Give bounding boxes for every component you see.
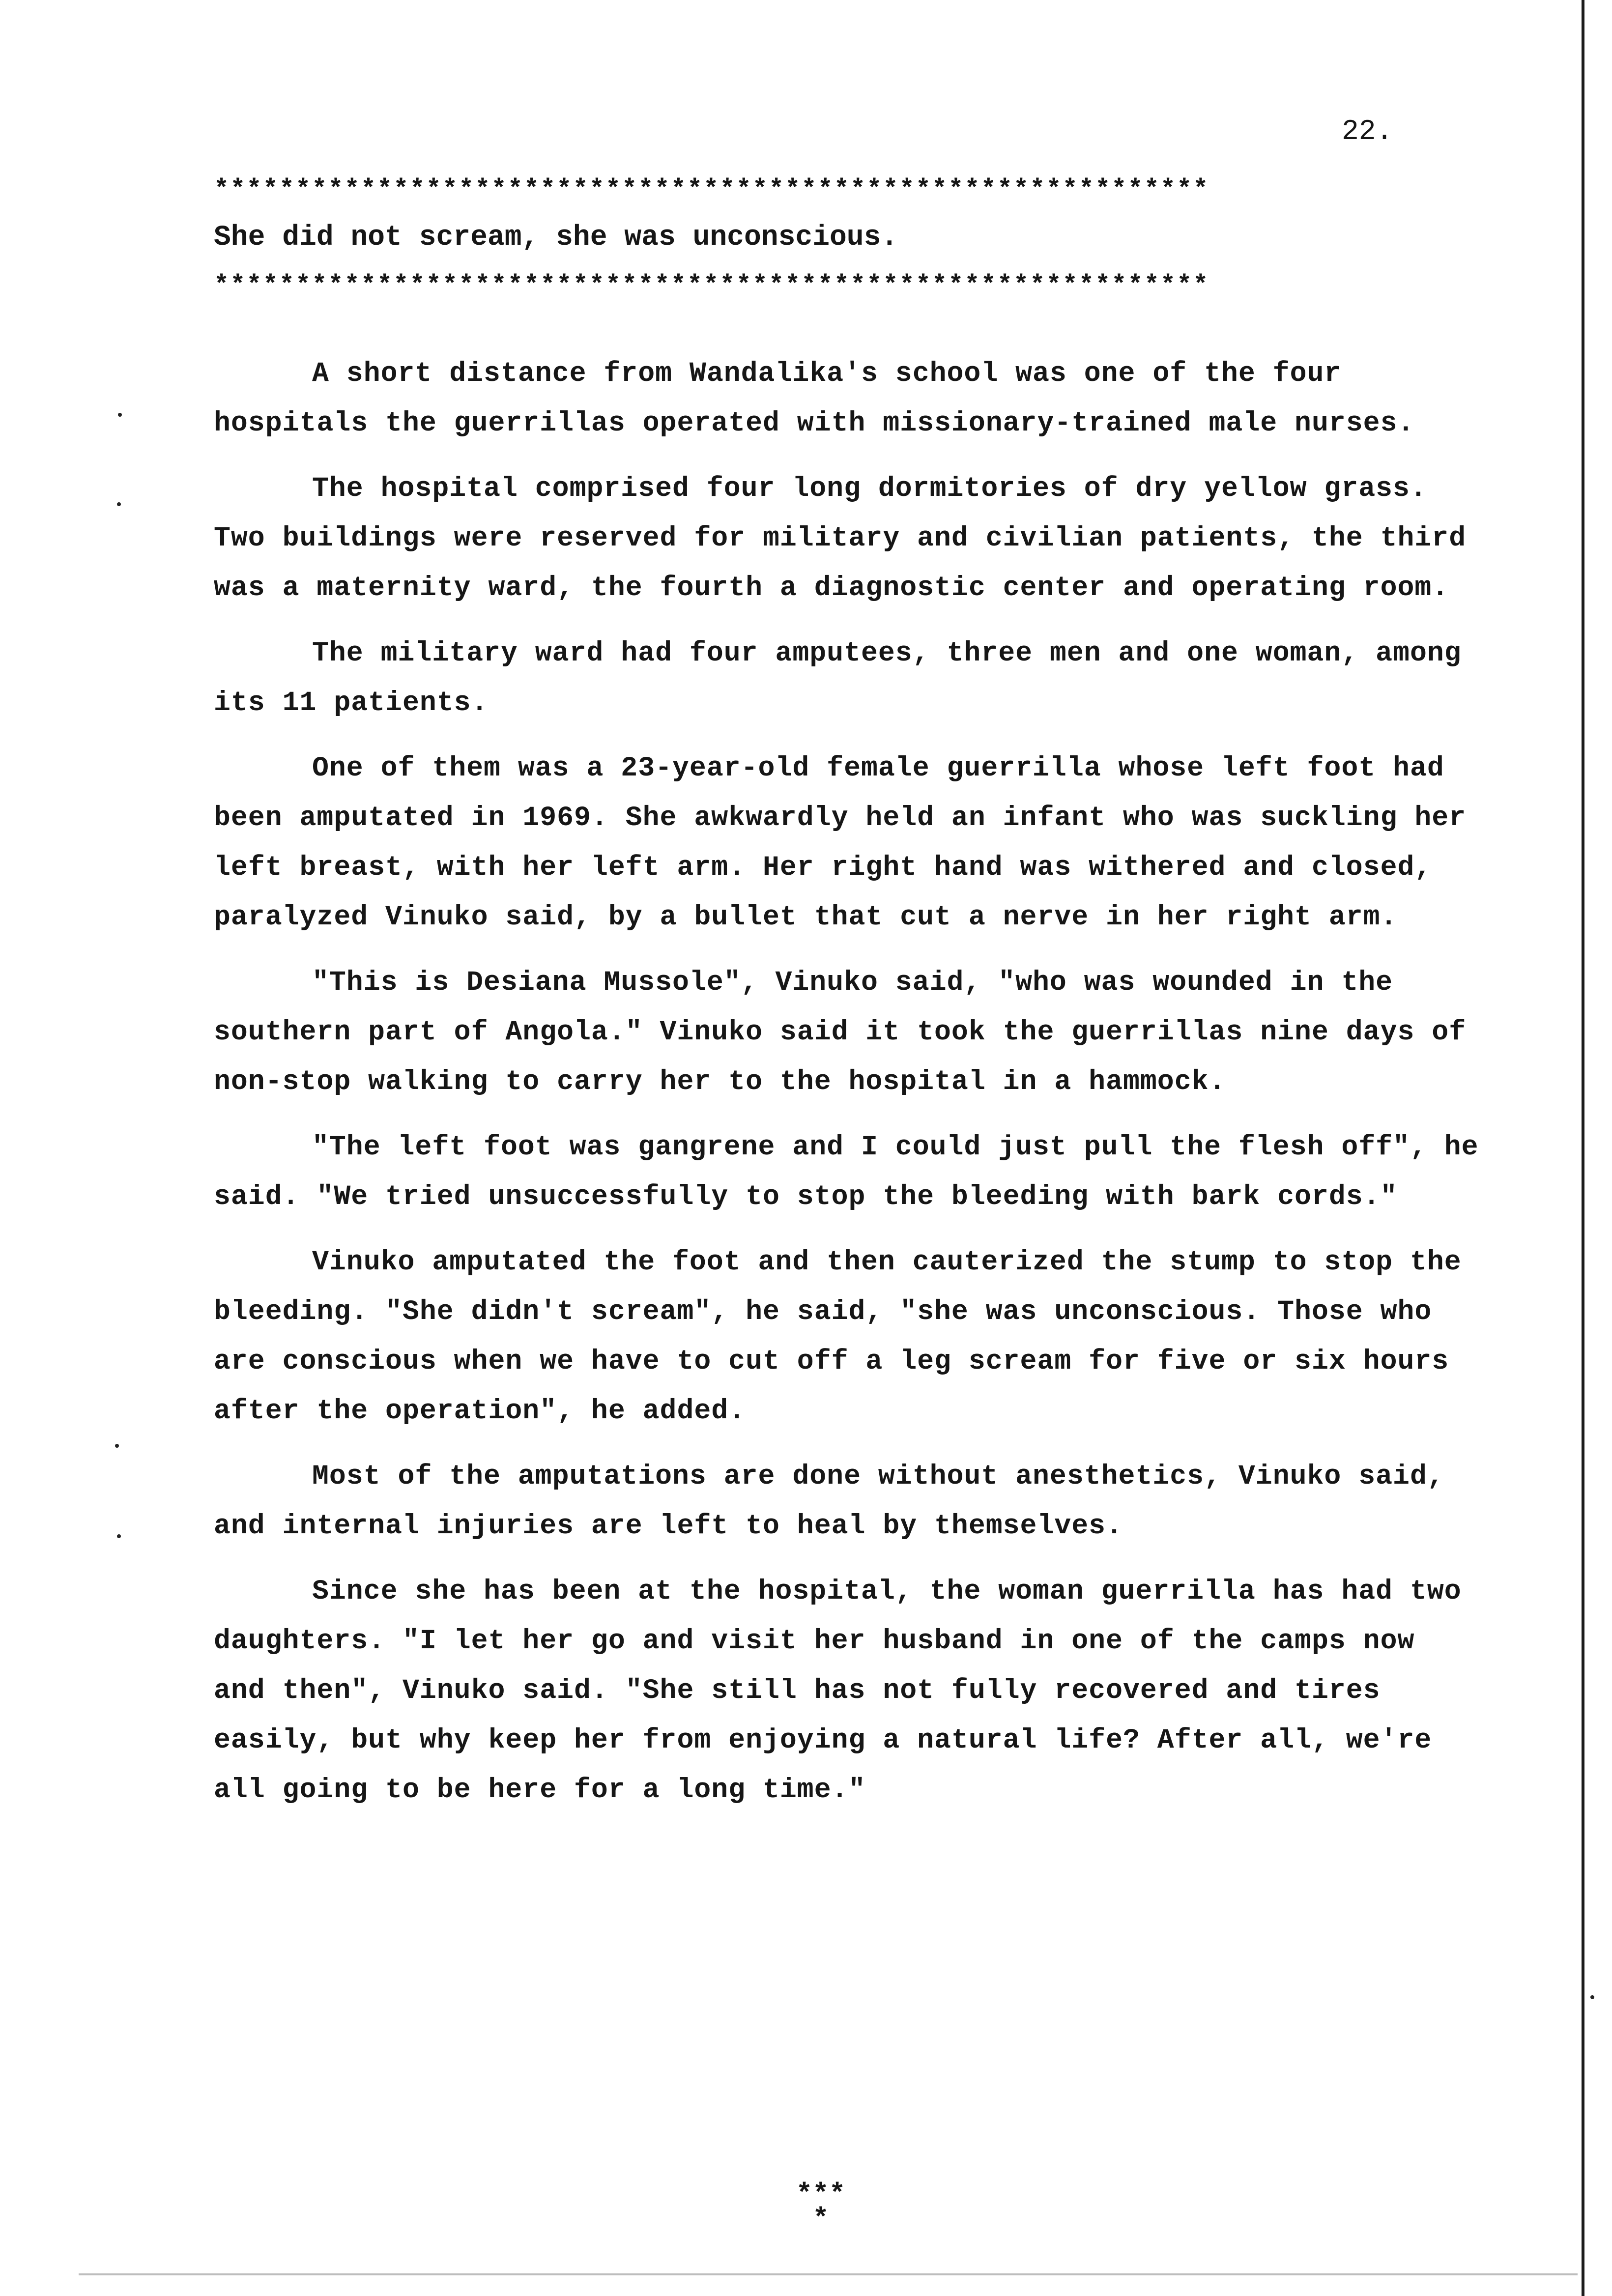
page-bottom-border: [79, 2273, 1578, 2275]
end-mark-top: ***: [796, 2179, 846, 2210]
margin-speck: [117, 1534, 121, 1538]
page-number: 22.: [1342, 116, 1393, 148]
paragraph: Vinuko amputated the foot and then cauterized the stump to stop the bleeding. "She didn't scream", he said, "she was unconscious. Those who are conscious when we have to cut off a leg scream for five or six hours after the operation", he added.: [214, 1246, 1462, 1427]
paragraph: Most of the amputations are done without anesthetics, Vinuko said, and internal injuries are left to heal by themselves.: [214, 1461, 1444, 1542]
paragraph: The hospital comprised four long dormitories of dry yellow grass. Two buildings were reserved for military and civilian patients, the third was a maternity ward, the fourth a diagnostic center and operating room.: [214, 473, 1467, 603]
page-right-border: [1582, 0, 1584, 2296]
paragraph: A short distance from Wandalika's school was one of the four hospitals the guerrillas operated with missionary-trained male nurses.: [214, 358, 1415, 439]
article-body: [214, 349, 1482, 1831]
paragraph: The military ward had four amputees, three men and one woman, among its 11 patients.: [214, 637, 1462, 718]
paragraph: Since she has been at the hospital, the woman guerrilla has had two daughters. "I let her go and visit her husband in one of the camps now and then", Vinuko said. "She still has not fully recovered and tires easily, but why keep her from enjoying a natural life? After all, we're all going to be here for a long time.": [214, 1576, 1462, 1806]
end-mark: [791, 2179, 850, 2235]
margin-speck: [118, 413, 122, 417]
paragraph: "The left foot was gangrene and I could just pull the flesh off", he said. "We tried unsuccessfully to stop the bleeding with bark cords.": [214, 1131, 1479, 1212]
asterisk-rule-bottom: *************************************************************: [214, 273, 1209, 298]
asterisk-rule-top: *************************************************************: [214, 177, 1209, 202]
margin-speck: [1590, 1995, 1594, 1999]
pull-quote: She did not scream, she was unconscious.: [214, 222, 898, 254]
margin-speck: [117, 502, 121, 506]
end-mark-bottom: *: [812, 2203, 829, 2235]
paragraph: One of them was a 23-year-old female guerrilla whose left foot had been amputated in 1969. She awkwardly held an infant who was suckling her left breast, with her left arm. Her right hand was withered and closed, paralyzed Vinuko said, by a bullet that cut a nerve in her right arm.: [214, 752, 1467, 933]
paragraph: "This is Desiana Mussole", Vinuko said, "who was wounded in the southern part of Angola." Vinuko said it took the guerrillas nine days of non-stop walking to carry her to the hospital in a hammock.: [214, 967, 1467, 1097]
margin-speck: [115, 1444, 119, 1448]
